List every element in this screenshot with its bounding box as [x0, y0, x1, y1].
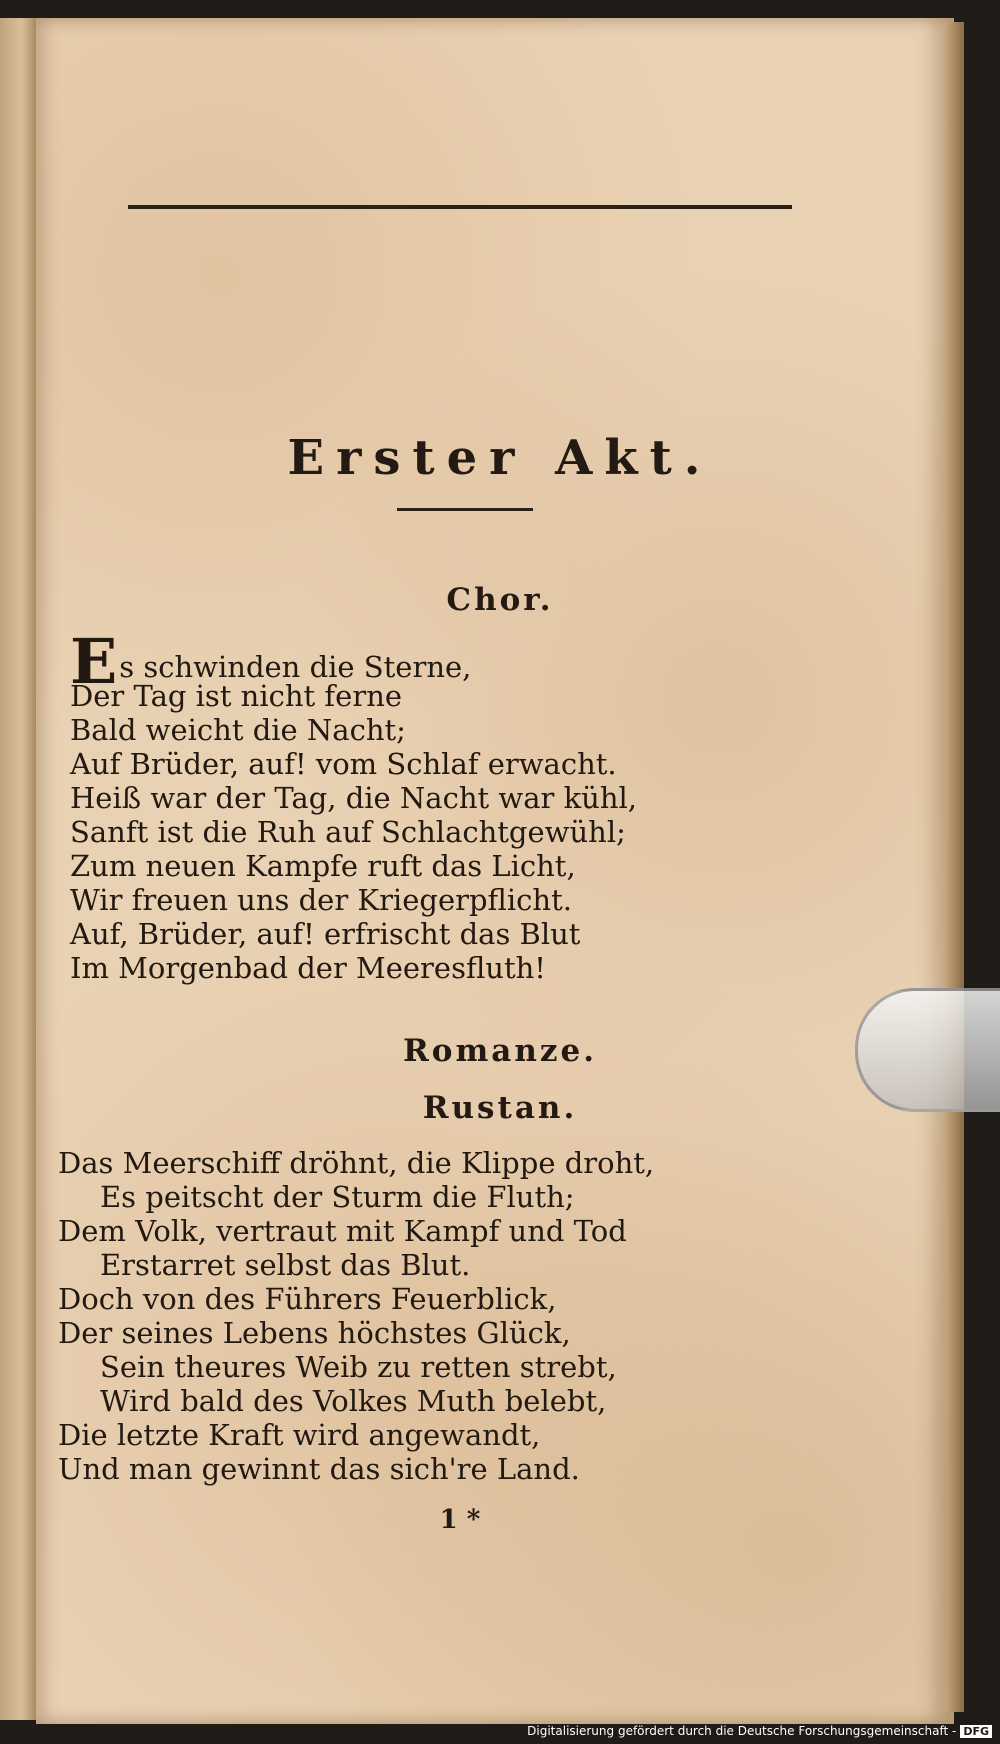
verse-line: Und man gewinnt das sich're Land. — [58, 1452, 580, 1486]
verse-line: Sein theures Weib zu retten strebt, — [100, 1350, 617, 1384]
page-stack-edge — [946, 22, 964, 1712]
verse-line: Heiß war der Tag, die Nacht war kühl, — [70, 781, 637, 815]
romanze-heading: Romanze. — [403, 1033, 597, 1069]
act-title: Erster Akt. — [287, 430, 713, 486]
verse-line: Dem Volk, vertraut mit Kampf und Tod — [58, 1214, 627, 1248]
dfg-logo: DFG — [960, 1725, 992, 1738]
verse-line: Im Morgenbad der Meeresfluth! — [70, 951, 546, 985]
title-rule — [397, 508, 533, 511]
verse-line: Der Tag ist nicht ferne — [70, 679, 403, 713]
verse-line: Zum neuen Kampfe ruft das Licht, — [70, 849, 576, 883]
verse-line: s schwinden die Sterne, — [119, 650, 472, 684]
chorus-heading: Chor. — [446, 582, 554, 618]
drop-cap: E — [70, 625, 118, 698]
verse-line: Die letzte Kraft wird angewandt, — [58, 1418, 541, 1452]
verse-line: Bald weicht die Nacht; — [70, 713, 406, 747]
verse-line: Auf Brüder, auf! vom Schlaf erwacht. — [70, 747, 617, 781]
page-clip — [855, 988, 1000, 1112]
verse-line: Sanft ist die Ruh auf Schlachtgewühl; — [70, 815, 626, 849]
verse-line: Es peitscht der Sturm die Fluth; — [100, 1180, 575, 1214]
verse-line: Das Meerschiff dröhnt, die Klippe droht, — [58, 1146, 655, 1180]
verse-line: Auf, Brüder, auf! erfrischt das Blut — [70, 917, 581, 951]
adjacent-page-edge — [0, 18, 38, 1720]
chorus-verse — [70, 625, 930, 985]
verse-line: Doch von des Führers Feuerblick, — [58, 1282, 557, 1316]
footer-credit — [527, 1724, 992, 1738]
verse-line: Wird bald des Volkes Muth belebt, — [100, 1384, 607, 1418]
verse-line: Erstarret selbst das Blut. — [100, 1248, 471, 1282]
page-number: 1 * — [439, 1505, 481, 1535]
verse-line: Wir freuen uns der Kriegerpflicht. — [70, 883, 572, 917]
romanze-verse — [58, 1146, 918, 1486]
top-rule — [128, 205, 792, 209]
verse-line: Der seines Lebens höchstes Glück, — [58, 1316, 571, 1350]
speaker-name: Rustan. — [422, 1090, 578, 1126]
footer-text: Digitalisierung gefördert durch die Deutsche Forschungsgemeinschaft - — [527, 1724, 957, 1738]
